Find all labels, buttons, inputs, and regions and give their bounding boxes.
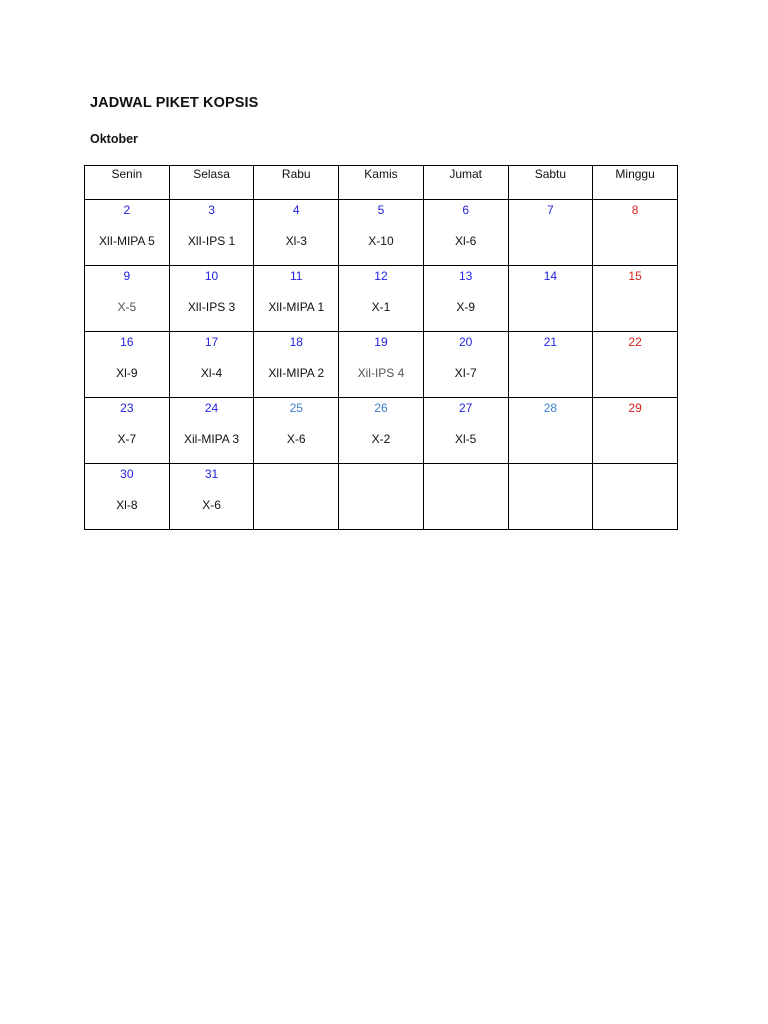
day-number: 25	[289, 401, 303, 415]
day-number: 14	[543, 269, 558, 283]
calendar-day-cell	[85, 200, 170, 266]
calendar-week-row	[85, 464, 678, 530]
day-number: 23	[120, 401, 134, 415]
day-number: 18	[289, 335, 303, 349]
duty-class: X-7	[117, 432, 137, 446]
weekday-header-tuesday: Selasa	[169, 166, 254, 200]
calendar-day-cell	[593, 398, 678, 464]
duty-class: Xil-MIPA 3	[183, 432, 240, 446]
calendar-day-cell	[593, 200, 678, 266]
day-number	[254, 466, 338, 482]
calendar-day-cell	[339, 332, 424, 398]
day-number: 26	[374, 401, 388, 415]
schedule-calendar	[84, 165, 678, 530]
day-number: 29	[628, 401, 642, 415]
duty-class: X-1	[371, 300, 391, 314]
duty-class: XlI-MIPA 1	[268, 300, 325, 314]
duty-class: Xl-6	[454, 234, 477, 248]
calendar-day-cell	[254, 332, 339, 398]
calendar-day-cell	[593, 266, 678, 332]
day-number: 11	[290, 269, 303, 283]
calendar-day-cell	[85, 464, 170, 530]
weekday-header-wednesday: Rabu	[254, 166, 339, 200]
day-number: 10	[204, 269, 219, 283]
calendar-week-row	[85, 332, 678, 398]
day-number: 7	[547, 203, 554, 217]
calendar-day-cell	[423, 464, 508, 530]
day-number: 12	[374, 269, 388, 283]
calendar-day-cell	[339, 266, 424, 332]
day-number: 8	[631, 203, 639, 217]
duty-class: Xil-IPS 4	[357, 366, 405, 380]
calendar-week-row	[85, 266, 678, 332]
calendar-day-cell	[423, 398, 508, 464]
duty-class: X-6	[286, 432, 306, 446]
day-number: 15	[628, 269, 642, 283]
weekday-header-monday: Senin	[85, 166, 170, 200]
document-title: JADWAL PIKET KOPSIS	[90, 95, 259, 111]
weekday-header-sunday: Minggu	[593, 166, 678, 200]
day-number: 6	[462, 203, 469, 217]
calendar-day-cell	[339, 200, 424, 266]
calendar-week-row	[85, 398, 678, 464]
weekday-header-thursday: Kamis	[339, 166, 424, 200]
duty-class: XlI-IPS 1	[187, 234, 236, 248]
duty-class: XlI-IPS 3	[187, 300, 236, 314]
day-number: 9	[123, 269, 131, 283]
duty-class: Xl-3	[285, 234, 307, 248]
calendar-day-cell	[169, 266, 254, 332]
calendar-day-cell	[423, 332, 508, 398]
calendar-day-cell	[508, 266, 593, 332]
day-number: 17	[204, 335, 219, 349]
duty-class: XlI-MIPA 5	[98, 234, 155, 248]
calendar-day-cell	[593, 332, 678, 398]
calendar-day-cell	[85, 332, 170, 398]
calendar-day-cell	[85, 266, 170, 332]
calendar-day-cell	[423, 200, 508, 266]
calendar-day-cell	[508, 332, 593, 398]
calendar-day-cell	[254, 464, 339, 530]
duty-class: X-6	[202, 498, 221, 512]
day-number: 22	[628, 335, 642, 349]
calendar-day-cell	[169, 398, 254, 464]
calendar-day-cell	[339, 398, 424, 464]
duty-class: X-10	[368, 234, 394, 248]
duty-class: X-2	[371, 432, 391, 446]
weekday-header-friday: Jumat	[423, 166, 508, 200]
day-number: 13	[458, 269, 473, 283]
day-number: 31	[204, 467, 219, 481]
day-number: 16	[120, 335, 134, 349]
calendar-day-cell	[423, 266, 508, 332]
day-number	[509, 466, 593, 482]
calendar-body	[85, 200, 678, 530]
duty-class: Xl-4	[200, 366, 223, 380]
month-label: Oktober	[90, 132, 138, 146]
day-number: 3	[208, 203, 215, 217]
calendar-day-cell	[508, 464, 593, 530]
day-number	[339, 466, 423, 482]
weekday-header-saturday: Sabtu	[508, 166, 593, 200]
duty-class: Xl-8	[116, 498, 138, 512]
calendar-header	[85, 166, 678, 200]
calendar-day-cell	[85, 398, 170, 464]
day-number: 24	[204, 401, 219, 415]
day-number	[424, 466, 508, 482]
calendar-day-cell	[508, 398, 593, 464]
duty-class: Xl-9	[116, 366, 138, 380]
calendar-day-cell	[254, 200, 339, 266]
day-number: 19	[374, 335, 388, 349]
calendar-day-cell	[254, 398, 339, 464]
day-number: 20	[458, 335, 473, 349]
day-number: 28	[543, 401, 558, 415]
duty-class: Xl-5	[454, 432, 477, 446]
day-number: 21	[543, 335, 558, 349]
day-number: 2	[123, 203, 131, 217]
day-number: 5	[377, 203, 385, 217]
calendar-day-cell	[339, 464, 424, 530]
calendar-day-cell	[593, 464, 678, 530]
calendar-day-cell	[169, 464, 254, 530]
duty-class: X-9	[456, 300, 475, 314]
duty-class: XI-7	[454, 366, 477, 380]
calendar-day-cell	[169, 332, 254, 398]
duty-class: X-5	[117, 300, 137, 314]
calendar-week-row	[85, 200, 678, 266]
day-number: 27	[458, 401, 473, 415]
calendar-day-cell	[169, 200, 254, 266]
duty-class: XlI-MIPA 2	[268, 366, 325, 380]
day-number	[593, 466, 677, 482]
calendar-day-cell	[508, 200, 593, 266]
day-number: 30	[120, 467, 134, 481]
weekday-header-row	[85, 166, 678, 200]
calendar-day-cell	[254, 266, 339, 332]
day-number: 4	[292, 203, 300, 217]
